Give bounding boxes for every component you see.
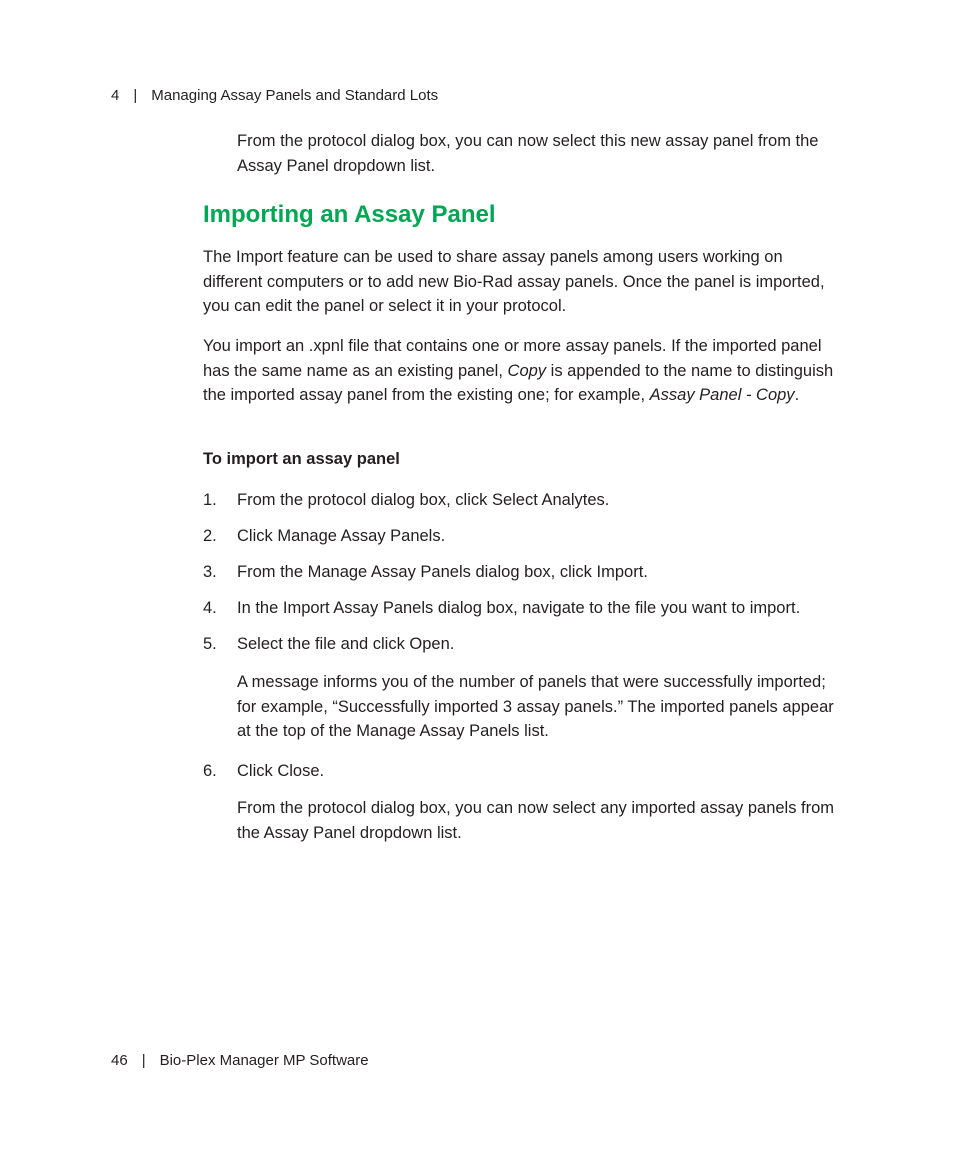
running-footer [111, 1052, 369, 1069]
step-text: From the protocol dialog box, click Select Analytes. [237, 491, 610, 509]
header-separator: | [133, 87, 138, 104]
step-1 [203, 488, 843, 513]
step-text: Click Manage Assay Panels. [237, 527, 446, 545]
step-4 [203, 596, 843, 621]
footer-separator: | [141, 1052, 146, 1069]
step-number: 5. [203, 635, 217, 653]
step-number: 4. [203, 599, 217, 617]
step-number: 3. [203, 563, 217, 581]
step-6 [203, 759, 843, 784]
para2-text-3: . [794, 386, 800, 404]
step-6-note: From the protocol dialog box, you can now select any imported assay panels from the Assay Panel dropdown list. [237, 799, 835, 842]
step-text: Click Close. [237, 762, 325, 780]
product-name: Bio-Plex Manager MP Software [159, 1052, 369, 1069]
paragraph-xpnl-file [203, 334, 843, 408]
step-text: Select the file and click Open. [237, 635, 455, 653]
chapter-number: 4 [111, 87, 120, 104]
step-2 [203, 524, 843, 549]
para2-text-1: You import an .xpnl file that contains one or more assay panels. If the imported panel has the same name as an existing panel, [203, 337, 822, 380]
para2-italic-copy: Copy [507, 361, 547, 380]
page-number: 46 [111, 1052, 128, 1069]
intro-paragraph: From the protocol dialog box, you can now select this new assay panel from the Assay Panel dropdown list. [237, 132, 819, 175]
step-number: 6. [203, 762, 217, 780]
chapter-title: Managing Assay Panels and Standard Lots [151, 87, 439, 104]
para2-text-2: is appended to the name to distinguish the imported assay panel from the existing one; for example, [203, 361, 834, 404]
running-header [111, 87, 438, 104]
procedure-heading: To import an assay panel [203, 450, 400, 468]
step-text: In the Import Assay Panels dialog box, navigate to the file you want to import. [237, 599, 801, 617]
step-number: 1. [203, 491, 217, 509]
step-text: From the Manage Assay Panels dialog box, click Import. [237, 563, 648, 581]
paragraph-import-feature: The Import feature can be used to share assay panels among users working on different computers or to add new Bio-Rad assay panels. Once the panel is imported, you can edit the panel or select it in your protocol. [203, 248, 825, 315]
para2-italic-example: Assay Panel - Copy [649, 386, 795, 404]
step-number: 2. [203, 527, 217, 545]
step-5 [203, 632, 843, 657]
section-title: Importing an Assay Panel [203, 201, 496, 228]
step-3 [203, 560, 843, 585]
step-5-note: A message informs you of the number of panels that were successfully imported; for example, “Successfully imported 3 assay panels.” The imported panels appear at the top of the Manage Assay Panels list. [237, 673, 834, 740]
